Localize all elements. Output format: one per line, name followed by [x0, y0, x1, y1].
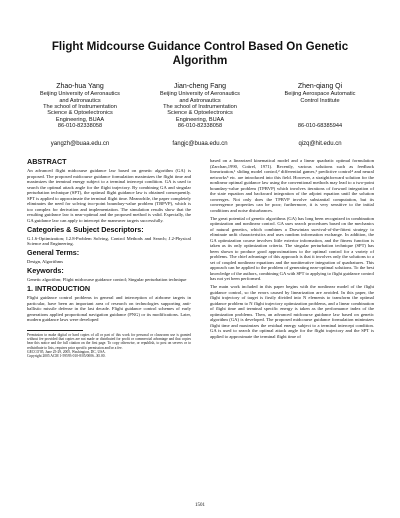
author-name: Jian-cheng Fang — [173, 83, 227, 90]
affiliation-line: Science & Optoelectronics — [47, 110, 113, 117]
introduction-heading: 1. INTRODUCTION — [27, 284, 91, 294]
author-name: Zhen-qiang Qi — [297, 83, 343, 90]
paper-title: Flight Midcourse Guidance Control Based On Genetic Algorithm — [51, 40, 349, 67]
affiliation-line: Control Institute — [300, 97, 340, 104]
affiliation-line: Engineering, BUAA — [55, 116, 105, 123]
abstract-text: An advanced flight midcourse guidance law based on genetic algorithm (GA) is proposed. The proposed midcourse guidance formulation maximizes the flight time and maximizes the terminal energy subject to a terminal intercept condition. GA is used to search the optimal attack angle for the flight trajectory. By combining GA and singular perturbation technique (SPT), the optimal flight guidance law is obtained consequently. SPT is applied to approximate the terminal flight time. Meanwhile, the paper completely eliminates the need for solving two-point boundary-value problem (TBPVP), which is too complex for derivation and implementation. The simulation results show that the resulting guidance law is near-optimal and the proposed method is valid. Especially, the GA guidance law can apply to intercept the maneuver targets successfully. — [27, 168, 191, 223]
categories-text: G.1.6-Optimization; I.2.8-Problem Solving, Control Methods and Search; J.2-Physical Science and Engineering. — [27, 235, 191, 247]
general-terms-text: Design, Algorithms — [27, 259, 63, 265]
author-3 — [260, 83, 380, 129]
general-terms-heading: General Terms: — [27, 248, 80, 258]
author-phone: 86-010-82338058 — [57, 122, 103, 129]
introduction-text: Flight guidance control problems in general and interception of airborne targets in particular, have been an important area of research on technologies supporting anti-ballistic missile defense in the last decade. Flight guidance control schemes of early generations applied proportional navigation guidance (PNG) or its modifications. Later, modern guidance laws were developed — [27, 295, 191, 323]
affiliation-line: Beijing Aerospace Automatic — [284, 91, 356, 98]
author-2 — [140, 83, 260, 129]
categories-heading: Categories & Subject Descriptors: — [27, 224, 144, 234]
left-column — [27, 158, 191, 358]
author-1 — [20, 83, 140, 129]
author-block — [20, 83, 380, 133]
affiliation-line: Engineering, BUAA — [175, 116, 225, 123]
keywords-text: Genetic algorithm; Flight midcourse guidance control; Singular perturbation technique — [27, 277, 187, 283]
author-email: yangzh@buaa.edu.cn — [50, 141, 110, 147]
abstract-heading: ABSTRACT — [27, 157, 67, 166]
author-email: qizq@hit.edu.cn — [298, 141, 342, 147]
affiliation-line: Beijing University of Aeronautics — [160, 91, 240, 98]
author-name: Zhao-hua Yang — [56, 83, 104, 90]
venue-notice: GECCO'05, June 25-29, 2005, Washington, DC, USA. — [27, 349, 106, 354]
author-email: fangjc@buaa.edu.cn — [172, 141, 228, 147]
right-column — [210, 158, 374, 342]
affiliation-line: The school of Instrumentation — [163, 104, 237, 110]
body-paragraph: based on a linearized kinematical model and a linear quadratic optimal formulation (Zarchan,1990, Cottrel, 1971). Recently, various solutions such as feedback linearization,¹ sliding model control,² differential games,³ predictive control⁴ and neural networks⁵ etc. are introduced into this field. However, a straightforward solution for the nonlinear optimal guidance law using the conventional methods may lead to a two-point boundary-value problem (TPBVP) which involves iterations of forward integration of the state equation and backward integration of the adjoint equation until the solution converges. Not only does the TPBVP involve substantial computation, but its convergence properties can be poor; furthermore, it is very sensitive to the initial conditions and noise disturbances. — [210, 158, 374, 213]
body-paragraph: The main work included in this paper begins with the nonlinear model of the flight guidance control, so the errors caused by linearization are avoided. In this paper, the flight trajectory of target is firstly divided into N elements to transform the optimal guidance problem to N flight trajectory optimization problems, and a linear combination of flight time and terminal specific energy is taken as the performance index of the optimization problems. Then, an advanced midcourse guidance law based on genetic algorithm (GA) is developed. The proposed midcourse guidance formulation minimizes flight time and maximizes the residual energy subject to a terminal intercept condition. GA is used to search the optimal attack angle for the flight trajectory and the SPT is applied to approximate the terminal flight time of — [210, 284, 374, 339]
affiliation-line: Science & Optoelectronics — [167, 110, 233, 117]
body-paragraph: The great potential of genetic algorithms (GA) has long been recognized in combination optimization and nonlinear control. GA uses search procedures based on the mechanics of natural genetics, which combines a Darwinian survival-of-the-fittest strategy to eliminate unfit characteristics and uses random information exchange. In addition, the GA optimization course involves little exterior information, and the fitness function is taken as its only optimization criteria. The singular perturbation technique (SPT) has been shown to produce good approximations to the optimal control for a variety of problems. The chief advantage of this approach is that it involves only the solutions to a set of coupled nonlinear equations and the nonitterative integration of quadratures. This approach can be applied to the problem of generating near-optimal solutions. To the best knowledge of the authors, combining GA with SPT to applying to flight guidance control has not yet been performed. — [210, 215, 374, 281]
page-number: 1501 — [195, 503, 205, 508]
keywords-heading: Keywords: — [27, 266, 64, 276]
affiliation-line: The school of Instrumentation — [43, 104, 117, 110]
affiliation-line: Beijing University of Aeronautics — [40, 91, 120, 98]
author-phone: 86-010-68385944 — [297, 122, 343, 129]
copyright-notice: Copyright 2005 ACM 1-59593-010-8/05/0006...$5.00. — [27, 353, 106, 358]
author-phone: 86-010-82338058 — [177, 122, 223, 129]
permission-notice: Permission to make digital or hard copies of all or part of this work for personal or classroom use is granted without fee provided that copies are not made or distributed for profit or commercial advantage and that copies bear this notice and the full citation on the first page. To copy otherwise, or republish, to post on servers or to redistribute to lists, requires prior specific permission and/or a fee. — [27, 332, 191, 350]
affiliation-line: and Astronautics — [59, 97, 101, 104]
affiliation-line: and Astronautics — [179, 97, 221, 104]
author-emails — [20, 140, 380, 150]
footnote-divider — [27, 330, 83, 331]
